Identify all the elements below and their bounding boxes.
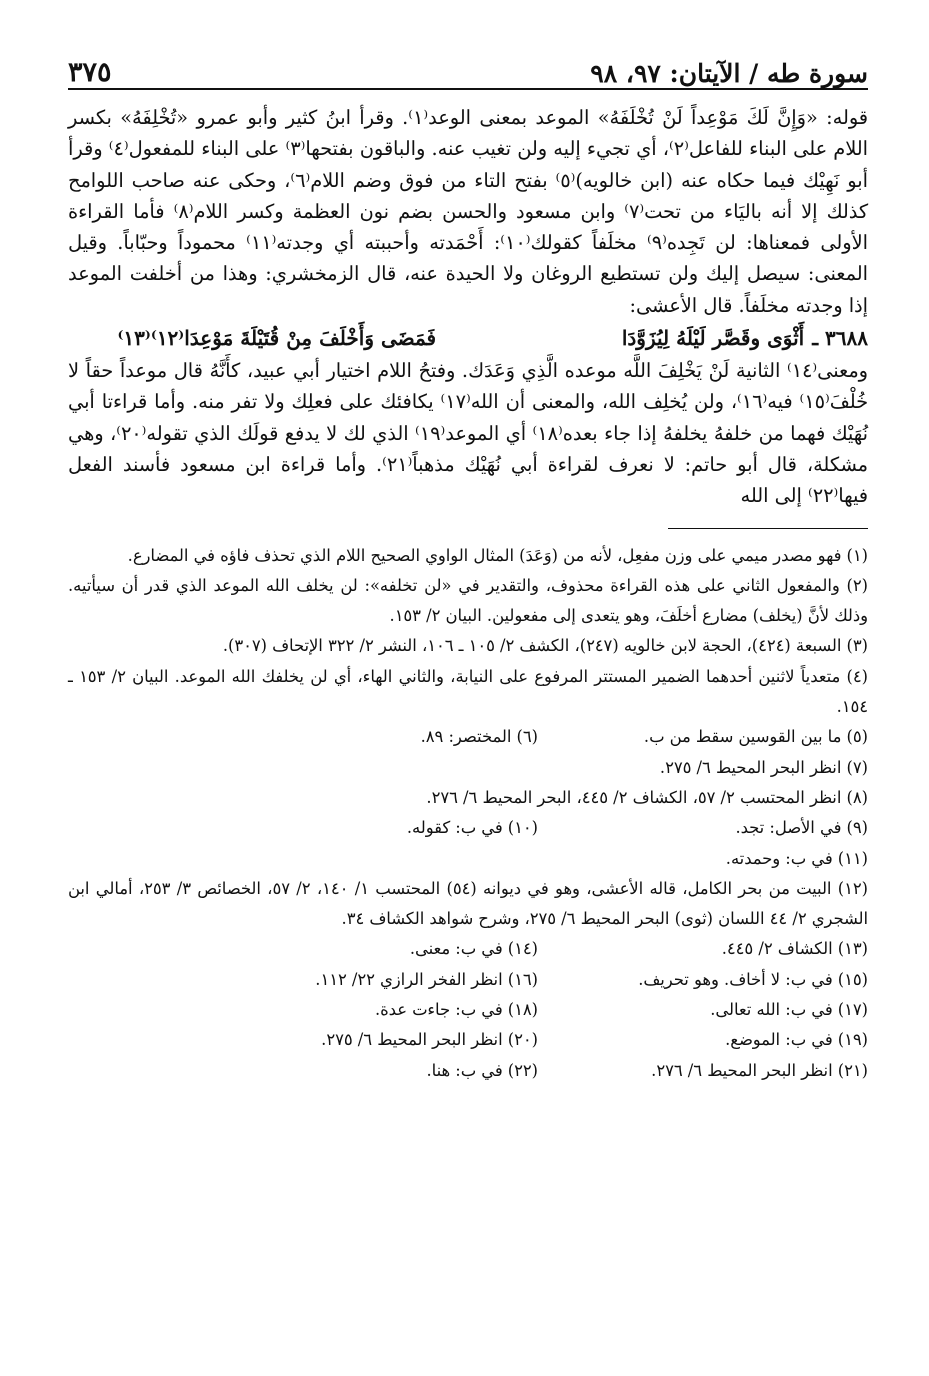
footnote-row — [68, 722, 868, 752]
running-header — [68, 48, 868, 90]
footnote-21: (٢١) انظر البحر المحيط ٦/ ٢٧٦. — [651, 1060, 868, 1080]
paragraph-1: قوله: «وَإِنَّ لَكَ مَوْعِداً لَنْ تُخْلَفَهُ» الموعد بمعنى الوعد⁽١⁾. وقرأ ابنُ كثير وأبو عمرو «تُخْلِفَهُ» بكسر اللام على البناء للفاعل⁽٢⁾، أي تجيء إليه ولن تغيب عنه. والباقون بفتحها⁽٣⁾ على البناء للمفعول⁽٤⁾ وقرأ أبو نَهِيْك فيما حكاه عنه (ابن خالويه)⁽٥⁾ بفتح التاء من فوق وضم اللام⁽٦⁾، وحكى عنه صاحب اللوامح كذلك إلا أنه باليَاء من تحت⁽٧⁾ وابن مسعود والحسن بضم نون العظمة وكسر اللام⁽٨⁾ فأما القراءة الأولى فمعناها: لن تَجِده⁽٩⁾ مخلَفاً كقولك⁽١٠⁾: أَحْمَدته وأحببته أي وجدته⁽١١⁾ محموداً وحبّاباً. وقيل المعنى: سيصل إليك ولن تستطيع الروغان ولا الحيدة عنه، قال الزمخشري: وهذا من أخلفت الموعد إذا وجدته مخلَفاً. قال الأعشى: — [68, 106, 868, 317]
paragraph-2: ومعنى⁽١٤⁾ الثانية لَنْ يَخْلِفَ اللَّه موعده الَّذِي وَعَدَك. وفتحُ اللام اختيار أبي عبيد، كأَنَّهُ قال موعداً حقاً لا خُلْفَ⁽١٥⁾ فيه⁽١٦⁾، ولن يُخلِف الله، والمعنى أن الله⁽١٧⁾ يكافئك على فعلِك ولا تفر منه. وأما قراءتا أبي نُهَيْك فهما من خلفهُ يخلفهُ إذا جاء بعده⁽١٨⁾ أي الموعد⁽١٩⁾ الذي لك لا يدفع قولَك الذي تقوله⁽٢٠⁾، وهي مشكلة، قال أبو حاتم: لا نعرف لقراءة أبي نُهَيْك مذهباً⁽٢١⁾. وأما قراءة ابن مسعود فأسند الفعل فيها⁽٢٢⁾ إلى الله — [68, 359, 868, 508]
verse-number: ٣٦٨٨ ـ — [812, 326, 868, 351]
footnote-5: (٥) ما بين القوسين سقط من ب. — [643, 727, 868, 747]
footnote-8: (٨) انظر المحتسب ٢/ ٥٧، الكشاف ٢/ ٤٤٥، البحر المحيط ٦/ ٢٧٦. — [426, 787, 868, 807]
verse-first-hemistich: أَثْوَى وقَصَّر لَيْلَهُ لِيُزَوَّدَا — [621, 326, 805, 351]
footnote-18: (١٨) في ب: جاءت عدة. — [374, 1000, 538, 1020]
footnote-16: (١٦) انظر الفخر الرازي ٢٢/ ١١٢. — [315, 969, 538, 989]
footnote-row — [68, 934, 868, 964]
footnote-row — [68, 995, 868, 1025]
footnote-10: (١٠) في ب: كقوله. — [406, 818, 538, 838]
footnote-row — [68, 965, 868, 995]
footnote-divider — [668, 528, 868, 529]
footnote-4: (٤) متعدياً لاثنين أحدهما الضمير المستتر المرفوع على النيابة، والثاني الهاء، أي لن يخلفك الله الموعد. البيان ٢/ ١٥٣ ـ ١٥٤. — [68, 666, 868, 717]
footnote-20: (٢٠) انظر البحر المحيط ٦/ ٢٧٥. — [321, 1030, 538, 1050]
footnote-15: (١٥) في ب: لا أخاف. وهو تحريف. — [638, 969, 868, 989]
footnote-12: (١٢) البيت من بحر الكامل، قاله الأعشى، وهو في ديوانه (٥٤) المحتسب ١/ ١٤٠، ٢/ ٥٧، الخصائص ٣/ ٢٥٣، أمالي ابن الشجري ٢/ ٤٤ اللسان (ثوى) البحر المحيط ٦/ ٢٧٥، وشرح شواهد الكشاف ٣٤. — [68, 878, 868, 929]
footnote-1: (١) فهو مصدر ميمي على وزن مفعِل، لأنه من (وَعَدَ) المثال الواوي الصحيح اللام الذي تحذف فاؤه في المضارع. — [127, 545, 868, 565]
footnote-3: (٣) السبعة (٤٢٤)، الحجة لابن خالويه (٢٤٧)، الكشف ٢/ ١٠٥ ـ ١٠٦، النشر ٢/ ٣٢٢ الإتحاف (٣٠٧). — [222, 636, 868, 656]
surah-title: سورة طه / الآيتان: ٩٧، ٩٨ — [590, 59, 868, 88]
footnote-11: (١١) في ب: وحمدته. — [725, 848, 868, 868]
footnotes — [68, 541, 868, 1086]
verse-second-hemistich: فَمَضَى وَأَخْلَفَ مِنْ قُتَيْلَةَ مَوْعِدَا⁽١٢⁾⁽١٣⁾ — [117, 326, 437, 351]
footnote-9: (٩) في الأصل: تجد. — [735, 818, 868, 838]
footnote-row — [68, 813, 868, 843]
footnote-7: (٧) انظر البحر المحيط ٦/ ٢٧٥. — [659, 757, 868, 777]
footnote-2: (٢) والمفعول الثاني على هذه القراءة محذوف، والتقدير في «لن تخلفه»: لن يخلف الله الموعد الذي قدر أن سيأتيه. وذلك لأنَّ (يخلف) مضارع أخلَفَ، وهو يتعدى إلى مفعولين. البيان ٢/ ١٥٣. — [68, 575, 868, 626]
footnote-6: (٦) المختصر: ٨٩. — [420, 727, 538, 747]
page-number: ٣٧٥ — [68, 57, 112, 88]
footnote-14: (١٤) في ب: معنى. — [409, 939, 538, 959]
footnote-13: (١٣) الكشاف ٢/ ٤٤٥. — [721, 939, 868, 959]
main-text — [68, 102, 868, 512]
footnote-22: (٢٢) في ب: هنا. — [426, 1060, 538, 1080]
book-page — [68, 48, 868, 1086]
footnote-17: (١٧) في ب: الله تعالى. — [710, 1000, 868, 1020]
footnote-row — [68, 1025, 868, 1055]
poetry-verse — [68, 321, 868, 355]
footnote-19: (١٩) في ب: الموضع. — [725, 1030, 868, 1050]
footnote-row — [68, 1056, 868, 1086]
